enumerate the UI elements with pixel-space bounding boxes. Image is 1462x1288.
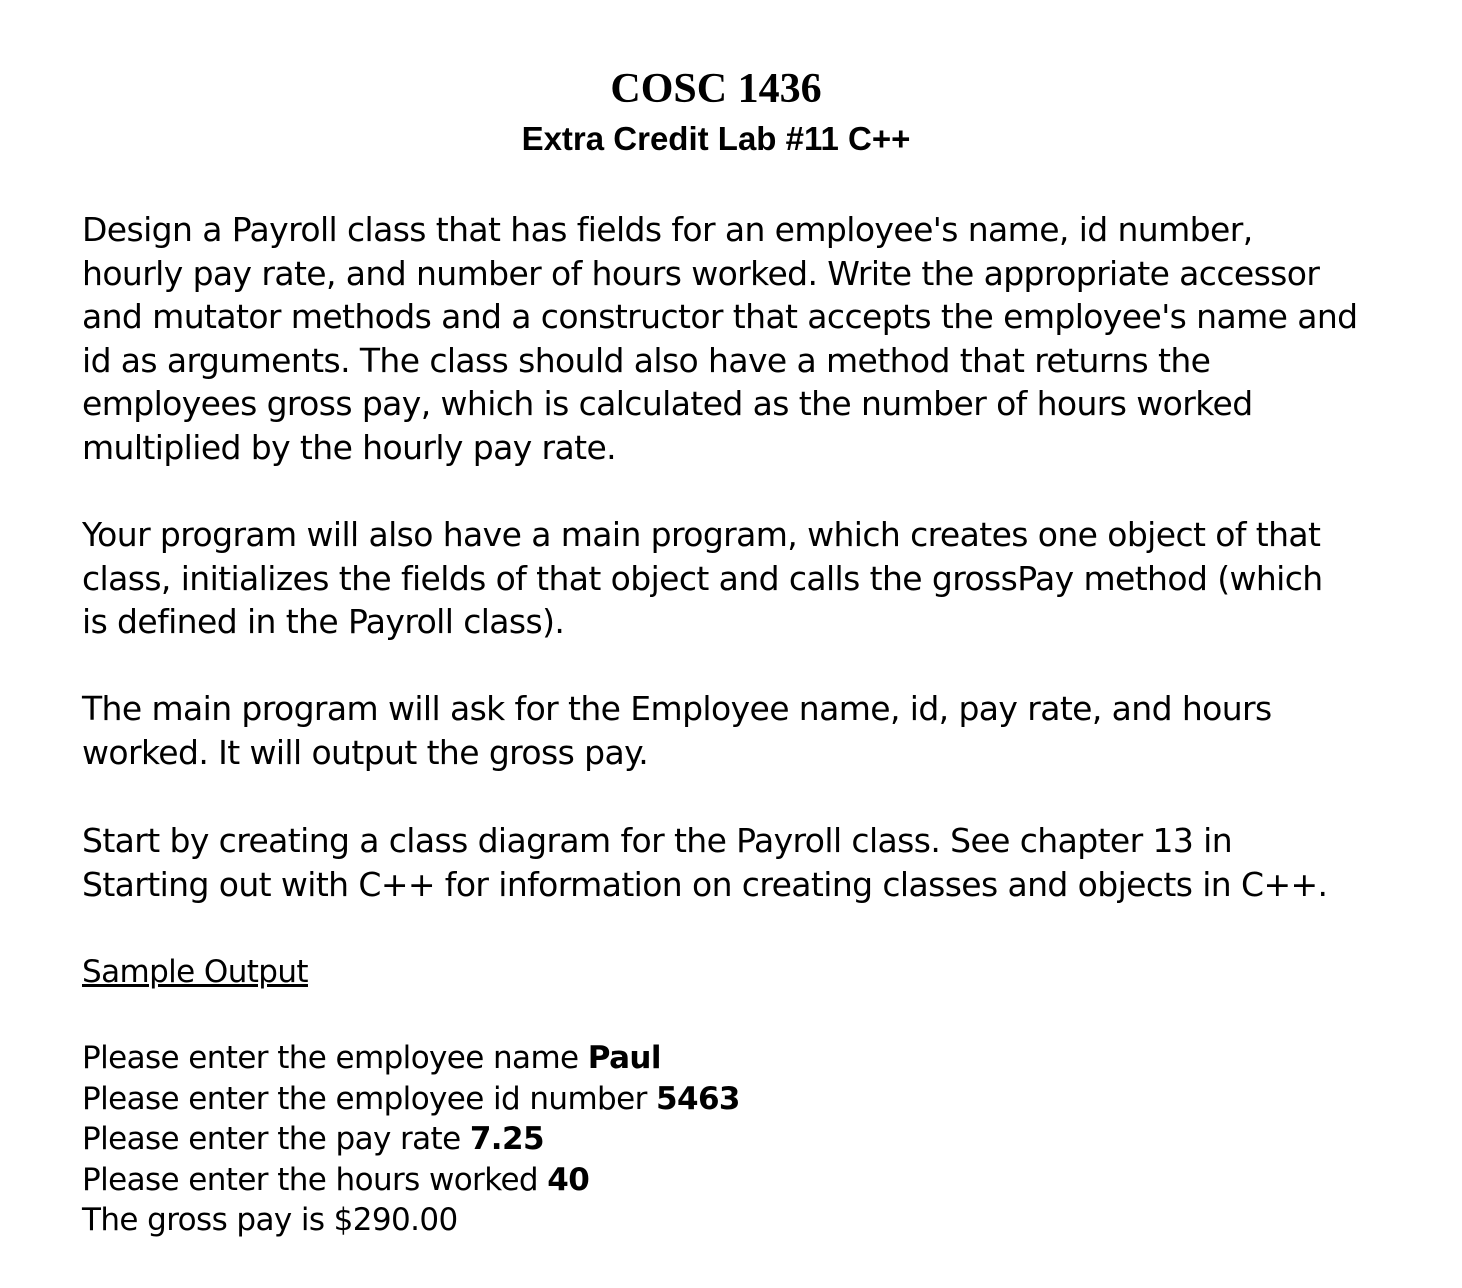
output-input-value: 5463 bbox=[656, 1080, 740, 1117]
paragraph-line: class, initializes the fields of that object and calls the grossPay method (which bbox=[82, 558, 1323, 598]
paragraph-line: The main program will ask for the Employee name, id, pay rate, and hours bbox=[82, 689, 1272, 728]
lab-title: Extra Credit Lab #11 C++ bbox=[521, 120, 911, 157]
paragraph-line: and mutator methods and a constructor that accepts the employee's name and bbox=[82, 297, 1358, 336]
sample-output-line bbox=[82, 1200, 740, 1241]
paragraph-line: Your program will also have a main program, which creates one object of that bbox=[82, 515, 1321, 554]
output-input-value: Paul bbox=[587, 1040, 661, 1076]
output-input-value: 40 bbox=[547, 1161, 590, 1198]
paragraph-line: multiplied by the hourly pay rate. bbox=[82, 427, 617, 467]
output-prompt: Please enter the employee name bbox=[82, 1040, 588, 1076]
paragraph-payroll-design bbox=[82, 208, 1358, 469]
paragraph-line: employees gross pay, which is calculated as the number of hours worked bbox=[82, 384, 1253, 423]
sample-output-line bbox=[82, 1160, 740, 1201]
paragraph-line: is defined in the Payroll class). bbox=[82, 602, 565, 641]
output-input-value: 7.25 bbox=[469, 1121, 544, 1157]
paragraph-line: Start by creating a class diagram for the Payroll class. See chapter 13 in bbox=[82, 821, 1233, 860]
paragraph-line: worked. It will output the gross pay. bbox=[82, 732, 649, 772]
paragraph-class-diagram bbox=[82, 819, 1327, 906]
paragraph-line: Starting out with C++ for information on creating classes and objects in C++. bbox=[82, 864, 1328, 904]
paragraph-line: id as arguments. The class should also have a method that returns the bbox=[82, 340, 1211, 380]
paragraph-main-program bbox=[82, 513, 1323, 644]
paragraph-line: Design a Payroll class that has fields for an employee's name, id number, bbox=[82, 210, 1253, 249]
output-prompt: The gross pay is $290.00 bbox=[82, 1202, 458, 1238]
sample-output-line bbox=[82, 1079, 740, 1120]
document-page bbox=[82, 62, 1382, 1238]
output-prompt: Please enter the pay rate bbox=[82, 1121, 470, 1157]
paragraph-line: hourly pay rate, and number of hours worked. Write the appropriate accessor bbox=[82, 253, 1320, 293]
paragraph-inputs bbox=[82, 687, 1272, 774]
sample-output-line bbox=[82, 1119, 740, 1160]
course-title: COSC 1436 bbox=[610, 66, 822, 112]
sample-output-heading: Sample Output bbox=[82, 954, 308, 990]
sample-output bbox=[82, 1038, 740, 1241]
output-prompt: Please enter the employee id number bbox=[82, 1080, 656, 1117]
output-prompt: Please enter the hours worked bbox=[82, 1161, 548, 1198]
sample-output-line bbox=[82, 1038, 740, 1079]
